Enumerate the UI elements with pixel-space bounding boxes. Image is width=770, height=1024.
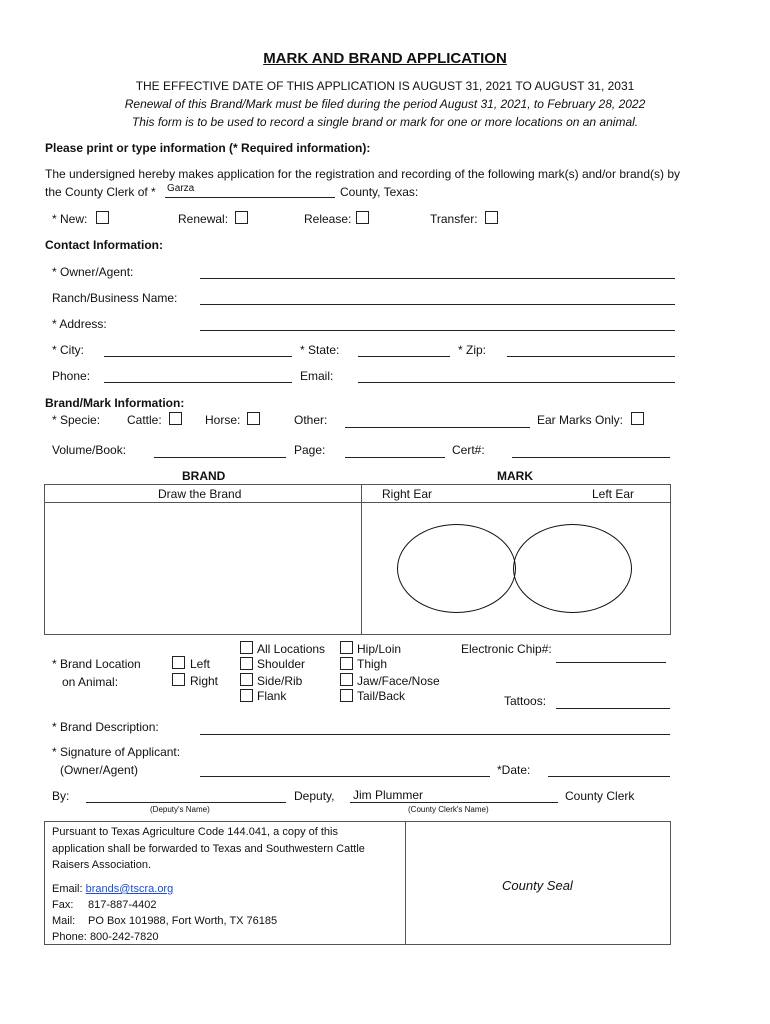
shoulder-label: Shoulder (257, 657, 306, 671)
ear-marks-checkbox[interactable] (631, 412, 644, 425)
footer-phone-label: Phone: (52, 931, 87, 943)
owner-label: * Owner/Agent: (52, 265, 134, 279)
owner-field[interactable] (200, 278, 675, 279)
left-label: Left (190, 657, 211, 671)
hip-loin-label: Hip/Loin (357, 642, 402, 656)
right-label: Right (190, 674, 219, 688)
footer-fax: 817-887-4402 (88, 899, 157, 911)
by-label: By: (52, 789, 70, 803)
deputy-name-caption: (Deputy's Name) (150, 805, 210, 814)
brand-heading: BRAND (182, 469, 226, 483)
right-ear-outline[interactable] (397, 524, 516, 613)
right-ear-label: Right Ear (382, 487, 433, 501)
email-row (52, 883, 173, 895)
footer-phone: 800-242-7820 (89, 931, 159, 943)
ranch-field[interactable] (200, 304, 675, 305)
right-checkbox[interactable] (172, 673, 185, 686)
deputy-name-field[interactable] (86, 802, 286, 803)
tattoos-field[interactable] (556, 708, 670, 709)
electronic-chip-label: Electronic Chip#: (461, 642, 552, 656)
cert-field[interactable] (512, 457, 670, 458)
signature-field[interactable] (200, 776, 490, 777)
tscra-email-link[interactable]: brands@tscra.org (85, 883, 174, 895)
phone-field[interactable] (104, 382, 292, 383)
other-field[interactable] (345, 427, 530, 428)
thigh-checkbox[interactable] (340, 657, 353, 670)
side-rib-label: Side/Rib (257, 674, 303, 688)
deputy-label: Deputy, (294, 789, 335, 803)
county-field[interactable]: Garza (167, 183, 195, 194)
specie-label: * Specie: (52, 413, 101, 427)
shoulder-checkbox[interactable] (240, 657, 253, 670)
volume-field[interactable] (154, 457, 286, 458)
state-field[interactable] (358, 356, 450, 357)
email-field[interactable] (358, 382, 675, 383)
city-field[interactable] (104, 356, 292, 357)
electronic-chip-field[interactable] (556, 662, 666, 663)
brand-location-label: * Brand Location (52, 657, 141, 671)
side-rib-checkbox[interactable] (240, 673, 253, 686)
intro-suffix: County, Texas: (340, 185, 419, 199)
owner-agent-label: (Owner/Agent) (60, 763, 139, 777)
cert-label: Cert#: (452, 443, 485, 457)
horse-label: Horse: (205, 413, 241, 427)
footer-mail: PO Box 101988, Fort Worth, TX 76185 (88, 915, 278, 927)
new-checkbox[interactable] (96, 211, 109, 224)
footer-mail-label: Mail: (52, 915, 76, 927)
brand-description-label: * Brand Description: (52, 720, 159, 734)
form-title: MARK AND BRAND APPLICATION (263, 50, 507, 67)
tattoos-label: Tattoos: (504, 694, 547, 708)
intro-prefix: the County Clerk of * (45, 185, 156, 199)
flank-checkbox[interactable] (240, 689, 253, 702)
brand-info-heading: Brand/Mark Information: (45, 396, 185, 410)
fax-row (52, 899, 157, 911)
signature-label: * Signature of Applicant: (52, 745, 181, 759)
footer-email-label: Email: (52, 883, 83, 895)
phone-label: Phone: (52, 369, 91, 383)
volume-label: Volume/Book: (52, 443, 127, 457)
release-checkbox[interactable] (356, 211, 369, 224)
email-label: Email: (300, 369, 334, 383)
ranch-label: Ranch/Business Name: (52, 291, 178, 305)
code-line-1: Pursuant to Texas Agriculture Code 144.041, a copy of this (52, 826, 338, 838)
single-brand-note: This form is to be used to record a single brand or mark for one or more locations on an animal. (131, 115, 639, 129)
county-clerk-name[interactable]: Jim Plummer (353, 788, 424, 802)
contact-heading: Contact Information: (45, 238, 163, 252)
jaw-face-nose-label: Jaw/Face/Nose (357, 674, 440, 688)
city-label: * City: (52, 343, 85, 357)
tail-back-checkbox[interactable] (340, 689, 353, 702)
brand-drawing-area[interactable] (45, 503, 360, 634)
other-label: Other: (294, 413, 328, 427)
footer-fax-label: Fax: (52, 899, 74, 911)
horse-checkbox[interactable] (247, 412, 260, 425)
state-label: * State: (300, 343, 340, 357)
county-clerk-label: County Clerk (565, 789, 635, 803)
date-label: *Date: (497, 763, 531, 777)
effective-date: THE EFFECTIVE DATE OF THIS APPLICATION IS AUGUST 31, 2021 TO AUGUST 31, 2031 (135, 79, 635, 93)
cattle-checkbox[interactable] (169, 412, 182, 425)
hip-loin-checkbox[interactable] (340, 641, 353, 654)
mail-row (52, 915, 277, 927)
address-label: * Address: (52, 317, 107, 331)
cattle-label: Cattle: (127, 413, 162, 427)
address-field[interactable] (200, 330, 675, 331)
zip-label: * Zip: (458, 343, 487, 357)
left-checkbox[interactable] (172, 656, 185, 669)
brand-description-field[interactable] (200, 734, 670, 735)
code-line-2: application shall be forwarded to Texas and Southwestern Cattle (52, 843, 365, 855)
left-ear-outline[interactable] (513, 524, 632, 613)
transfer-label: Transfer: (430, 212, 478, 226)
flank-label: Flank (257, 689, 287, 703)
date-field[interactable] (548, 776, 670, 777)
draw-brand-label: Draw the Brand (158, 487, 242, 501)
county-seal-label: County Seal (502, 878, 573, 893)
code-line-3: Raisers Association. (52, 859, 152, 871)
mark-heading: MARK (497, 469, 533, 483)
renewal-note: Renewal of this Brand/Mark must be filed during the period August 31, 2021, to February 28, 2022 (124, 97, 646, 111)
jaw-face-nose-checkbox[interactable] (340, 673, 353, 686)
county-clerk-caption: (County Clerk's Name) (408, 805, 489, 814)
left-ear-label: Left Ear (592, 487, 635, 501)
renewal-checkbox[interactable] (235, 211, 248, 224)
thigh-label: Thigh (357, 657, 388, 671)
ear-marks-label: Ear Marks Only: (537, 413, 624, 427)
page-label: Page: (294, 443, 326, 457)
new-label: * New: (52, 212, 88, 226)
transfer-checkbox[interactable] (485, 211, 498, 224)
intro-line: The undersigned hereby makes application for the registration and recording of the following mark(s) and/or brand(s) by (45, 167, 681, 181)
all-locations-checkbox[interactable] (240, 641, 253, 654)
release-label: Release: (304, 212, 352, 226)
phone-row (52, 931, 158, 943)
on-animal-label: on Animal: (62, 675, 119, 689)
page-field[interactable] (345, 457, 445, 458)
zip-field[interactable] (507, 356, 675, 357)
renewal-label: Renewal: (178, 212, 229, 226)
tail-back-label: Tail/Back (357, 689, 406, 703)
all-locations-label: All Locations (257, 642, 326, 656)
instructions: Please print or type information (* Required information): (45, 141, 371, 155)
